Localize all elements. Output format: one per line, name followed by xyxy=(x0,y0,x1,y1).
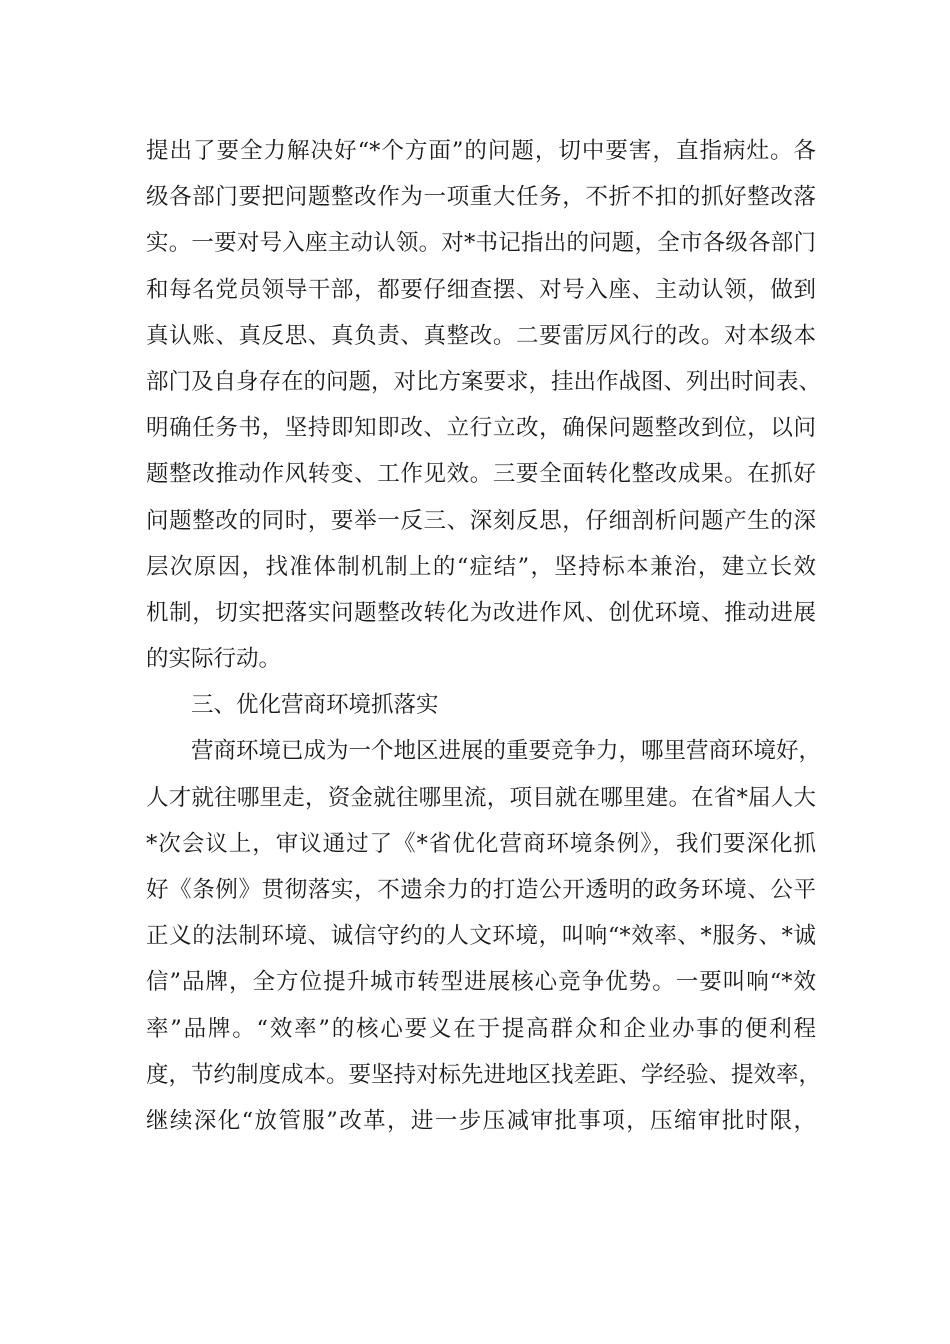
body-line: 正义的法制环境、诚信守约的人文环境，叫响“*效率、*服务、*诚 xyxy=(146,923,816,950)
body-line: *次会议上，审议通过了《*省优化营商环境条例》，我们要深化抓 xyxy=(146,830,816,857)
body-line: 实。一要对号入座主动认领。对*书记指出的问题，全市各级各部门 xyxy=(146,230,816,257)
body-line: 信”品牌，全方位提升城市转型进展核心竞争优势。一要叫响“*效 xyxy=(146,969,816,996)
body-line: 级各部门要把问题整改作为一项重大任务，不折不扣的抓好整改落 xyxy=(146,184,816,211)
body-line: 人才就往哪里走，资金就往哪里流，项目就在哪里建。在省*届人大 xyxy=(146,784,816,811)
body-line: 部门及自身存在的问题，对比方案要求，挂出作战图、列出时间表、 xyxy=(146,368,822,395)
body-line: 题整改推动作风转变、工作见效。三要全面转化整改成果。在抓好 xyxy=(146,461,816,488)
body-line: 好《条例》贯彻落实，不遗余力的打造公开透明的政务环境、公平 xyxy=(146,877,816,903)
body-line: 真认账、真反思、真负责、真整改。二要雷厉风行的改。对本级本 xyxy=(146,322,816,349)
body-line: 提出了要全力解决好“*个方面”的问题，切中要害，直指病灶。各 xyxy=(146,138,816,164)
body-line: 营商环境已成为一个地区进展的重要竞争力，哪里营商环境好， xyxy=(191,738,822,765)
section-heading: 三、优化营商环境抓落实 xyxy=(191,692,439,719)
body-line: 问题整改的同时，要举一反三、深刻反思，仔细剖析问题产生的深 xyxy=(146,507,816,534)
document-body xyxy=(146,128,822,1144)
body-line: 度，节约制度成本。要坚持对标先进地区找差距、学经验、提效率， xyxy=(146,1061,822,1088)
body-line: 层次原因，找准体制机制上的“症结”，坚持标本兼治，建立长效 xyxy=(146,553,816,580)
body-line: 的实际行动。 xyxy=(146,646,282,673)
body-line: 率”品牌。“效率”的核心要义在于提高群众和企业办事的便利程 xyxy=(146,1015,816,1042)
body-line: 机制，切实把落实问题整改转化为改进作风、创优环境、推动进展 xyxy=(146,599,816,626)
body-line: 继续深化“放管服”改革，进一步压减审批事项，压缩审批时限， xyxy=(146,1107,816,1134)
body-line: 明确任务书，坚持即知即改、立行立改，确保问题整改到位，以问 xyxy=(146,415,816,442)
body-line: 和每名党员领导干部，都要仔细查摆、对号入座、主动认领，做到 xyxy=(146,276,816,303)
